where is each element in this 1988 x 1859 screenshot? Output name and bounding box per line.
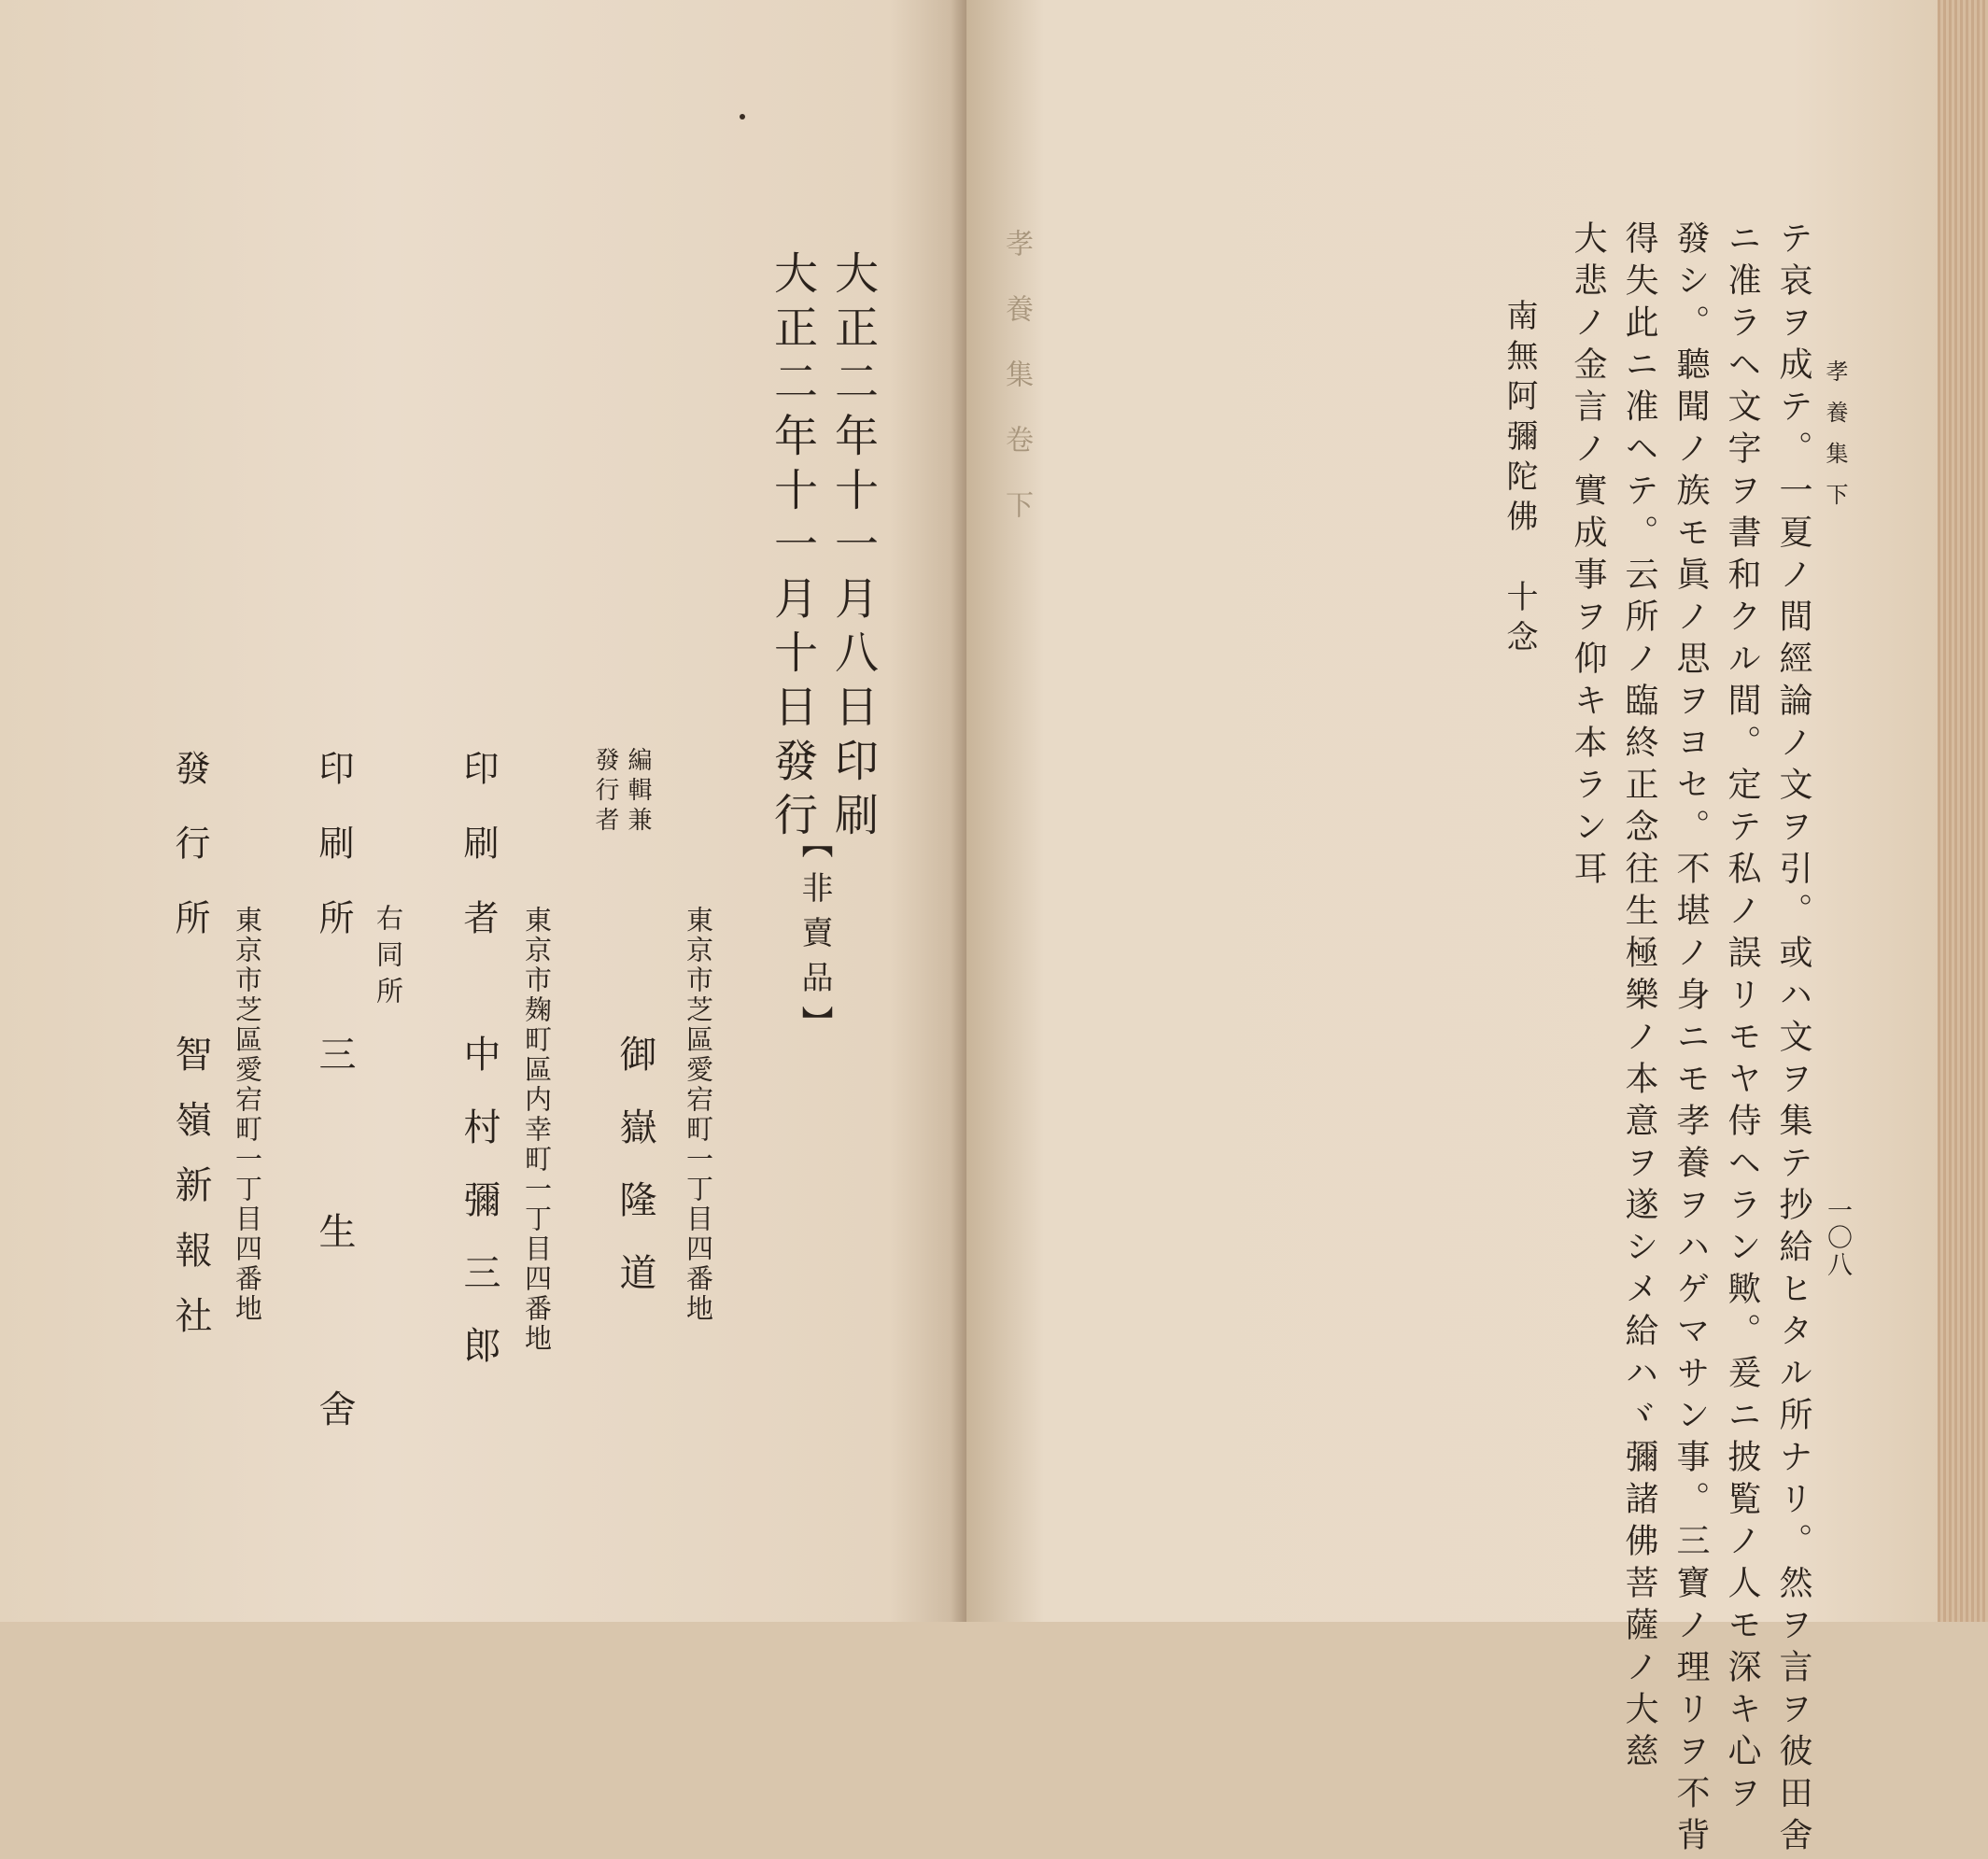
text-line: 得失此ニ准ヘテ。云所ノ臨終正念往生極樂ノ本意ヲ遂シメ給ハヾ彌諸佛菩薩ノ大慈 bbox=[1620, 220, 1658, 1775]
publish-date: 大正二年十一月十日發行 bbox=[767, 250, 818, 846]
page-edges bbox=[1938, 0, 1988, 1622]
printer-role: 印刷者 bbox=[458, 750, 499, 974]
ink-speck bbox=[740, 114, 745, 120]
running-head: 孝養集下 bbox=[1822, 359, 1848, 524]
printer-name: 中村彌三郎 bbox=[458, 1035, 501, 1399]
show-through-title: 孝養集卷下 bbox=[1000, 229, 1033, 556]
text-line: テ哀ヲ成テ。一夏ノ間經論ノ文ヲ引。或ハ文ヲ集テ抄給ヒタル所ナリ。然ヲ言ヲ彼田舍 bbox=[1774, 220, 1812, 1859]
print-date: 大正二年十一月八日印刷 bbox=[827, 250, 879, 846]
editor-name: 御嶽隆道 bbox=[613, 1035, 656, 1326]
publisher-role: 發行所 bbox=[169, 750, 210, 974]
text-line: 發シ。聽聞ノ族モ眞ノ思ヲヨセ。不堪ノ身ニモ孝養ヲハゲマサン事。三寶ノ理リヲ不背 bbox=[1671, 220, 1710, 1859]
editor-role-line1: 編輯兼 bbox=[624, 747, 652, 837]
closing-nembutsu: 南無阿彌陀佛 十念 bbox=[1501, 299, 1538, 660]
publisher-address: 東京市芝區愛宕町一丁目四番地 bbox=[232, 906, 263, 1324]
text-line: 大悲ノ金言ノ實成事ヲ仰キ本ラン耳 bbox=[1569, 220, 1607, 893]
print-shop-role: 印刷所 bbox=[313, 750, 354, 974]
colophon-page bbox=[0, 0, 966, 1622]
not-for-sale-label: 【非賣品】 bbox=[796, 826, 833, 1050]
publisher-name: 智嶺新報社 bbox=[169, 1035, 212, 1361]
print-shop-note: 右同所 bbox=[373, 904, 404, 1013]
text-line: ニ准ラヘ文字ヲ書和クル間。定テ私ノ誤リモヤ侍ヘラン歟。爰ニ披覧ノ人モ深キ心ヲ bbox=[1723, 220, 1761, 1817]
page-number: 一〇八 bbox=[1823, 1197, 1852, 1278]
print-shop-name: 三生舍 bbox=[313, 1035, 356, 1567]
editor-role-line2: 發行者 bbox=[591, 747, 619, 837]
printer-address: 東京市麹町區内幸町一丁目四番地 bbox=[521, 906, 553, 1354]
editor-address: 東京市芝區愛宕町一丁目四番地 bbox=[683, 906, 714, 1324]
